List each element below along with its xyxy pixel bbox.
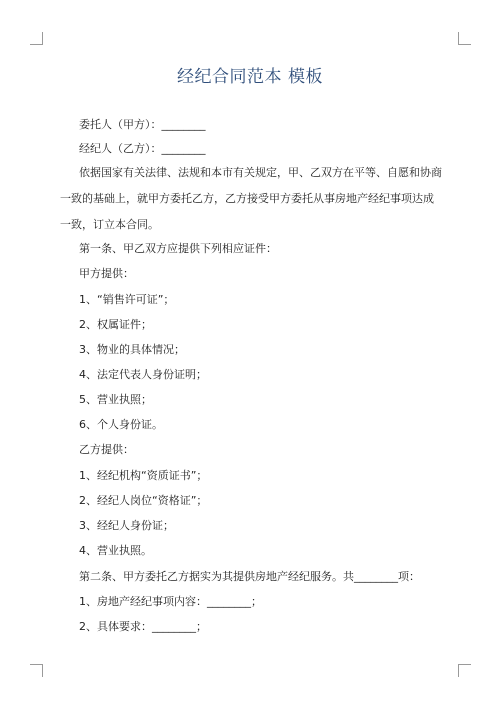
article-two-item-1: 1、房地产经纪事项内容：________；: [79, 595, 262, 608]
crop-mark-top-left: [30, 32, 43, 45]
principal-line: 委托人（甲方）：________: [79, 118, 206, 131]
party-b-item-1: 1、经纪机构“资质证书”；: [79, 469, 208, 482]
article-two-heading: 第二条、甲方委托乙方据实为其提供房地产经纪服务。共________项：: [79, 570, 420, 583]
party-a-item-3: 3、物业的具体情况；: [79, 343, 185, 356]
party-b-item-4: 4、营业执照。: [79, 544, 152, 557]
intro-paragraph: 依据国家有关法律、法规和本市有关规定，甲、乙双方在平等、自愿和协商一致的基础上，就甲方委托乙方，乙方接受甲方委托从事房地产经纪事项达成一致，订立本合同。: [60, 166, 442, 231]
party-b-item-2: 2、经纪人岗位“资格证”；: [79, 494, 208, 507]
broker-line: 经纪人（乙方）：________: [79, 142, 206, 155]
party-a-item-4: 4、法定代表人身份证明；: [79, 368, 207, 381]
crop-mark-bottom-right: [458, 664, 471, 677]
article-one-heading: 第一条、甲乙双方应提供下列相应证件：: [79, 242, 277, 255]
party-a-item-2: 2、权属证件；: [79, 318, 152, 331]
party-a-provides-heading: 甲方提供：: [79, 267, 134, 280]
party-b-provides-heading: 乙方提供：: [79, 443, 134, 456]
article-two-item-2: 2、具体要求：________；: [79, 620, 207, 633]
party-b-item-3: 3、经纪人身份证；: [79, 519, 174, 532]
party-a-item-5: 5、营业执照；: [79, 393, 152, 406]
crop-mark-top-right: [458, 32, 471, 45]
party-a-item-6: 6、个人身份证。: [79, 418, 163, 431]
document-title: 经纪合同范本 模板: [177, 67, 323, 87]
crop-mark-bottom-left: [30, 664, 43, 677]
party-a-item-1: 1、“销售许可证”；: [79, 293, 175, 306]
